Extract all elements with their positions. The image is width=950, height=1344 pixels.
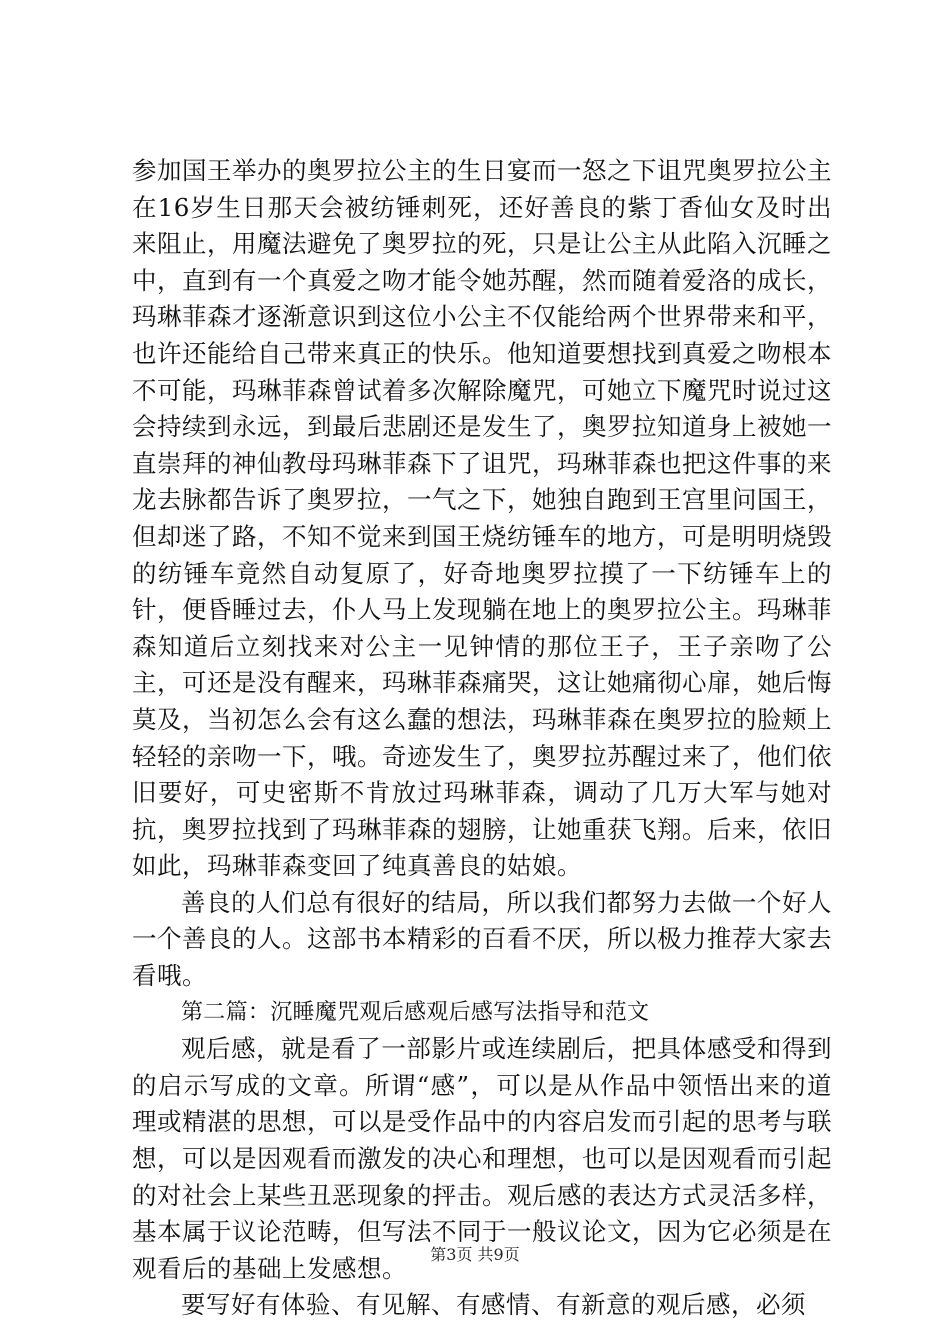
paragraph-conclusion: 善良的人们总有很好的结局，所以我们都努力去做一个好人一个善良的人。这部书本精彩的百看不厌，所以极力推荐大家去看哦。 bbox=[132, 887, 832, 991]
section-heading: 第二篇：沉睡魔咒观后感观后感写法指导和范文 bbox=[181, 999, 650, 1025]
paragraph-definition: 观后感，就是看了一部影片或连续剧后，把具体感受和得到的启示写成的文章。所谓“感”，可以是从作品中领悟出来的道理或精湛的思想，可以是受作品中的内容启发而引起的思考与联想，可以是因观看而激发的决心和理想，也可以是因观看而引起的对社会上某些丑恶现象的抨击。观后感的表达方式灵活多样，基本属于议论范畴，但写法不同于一般议论文，因为它必须是在观看后的基础上发感想。 bbox=[132, 1034, 832, 1283]
page-number-footer: 第3页 共9页 bbox=[430, 1245, 520, 1264]
paragraph-writing-tips: 要写好有体验、有见解、有感情、有新意的观后感，必须 bbox=[181, 1290, 806, 1320]
document-body bbox=[132, 153, 832, 1324]
paragraph-story-continued: 参加国王举办的奥罗拉公主的生日宴而一怒之下诅咒奥罗拉公主在16岁生日那天会被纺锤刺死，还好善良的紫丁香仙女及时出来阻止，用魔法避免了奥罗拉的死，只是让公主从此陷入沉睡之中，直到有一个真爱之吻才能令她苏醒，然而随着爱洛的成长，玛琳菲森才逐渐意识到这位小公主不仅能给两个世界带来和平，也许还能给自己带来真正的快乐。他知道要想找到真爱之吻根本不可能，玛琳菲森曾试着多次解除魔咒，可她立下魔咒时说过这会持续到永远，到最后悲剧还是发生了，奥罗拉知道身上被她一直崇拜的神仙教母玛琳菲森下了诅咒，玛琳菲森也把这件事的来龙去脉都告诉了奥罗拉，一气之下，她独自跑到王宫里问国王，但却迷了路，不知不觉来到国王烧纺锤车的地方，可是明明烧毁的纺锤车竟然自动复原了，好奇地奥罗拉摸了一下纺锤车上的针，便昏睡过去，仆人马上发现躺在地上的奥罗拉公主。玛琳菲森知道后立刻找来对公主一见钟情的那位王子，王子亲吻了公主，可还是没有醒来，玛琳菲森痛哭，这让她痛彻心扉，她后悔莫及，当初怎么会有这么蠢的想法，玛琳菲森在奥罗拉的脸颊上轻轻的亲吻一下，哦。奇迹发生了，奥罗拉苏醒过来了，他们依旧要好，可史密斯不肯放过玛琳菲森，调动了几万大军与她对抗，奥罗拉找到了玛琳菲森的翅膀，让她重获飞翔。后来，依旧如此，玛琳菲森变回了纯真善良的姑娘。 bbox=[132, 156, 832, 881]
